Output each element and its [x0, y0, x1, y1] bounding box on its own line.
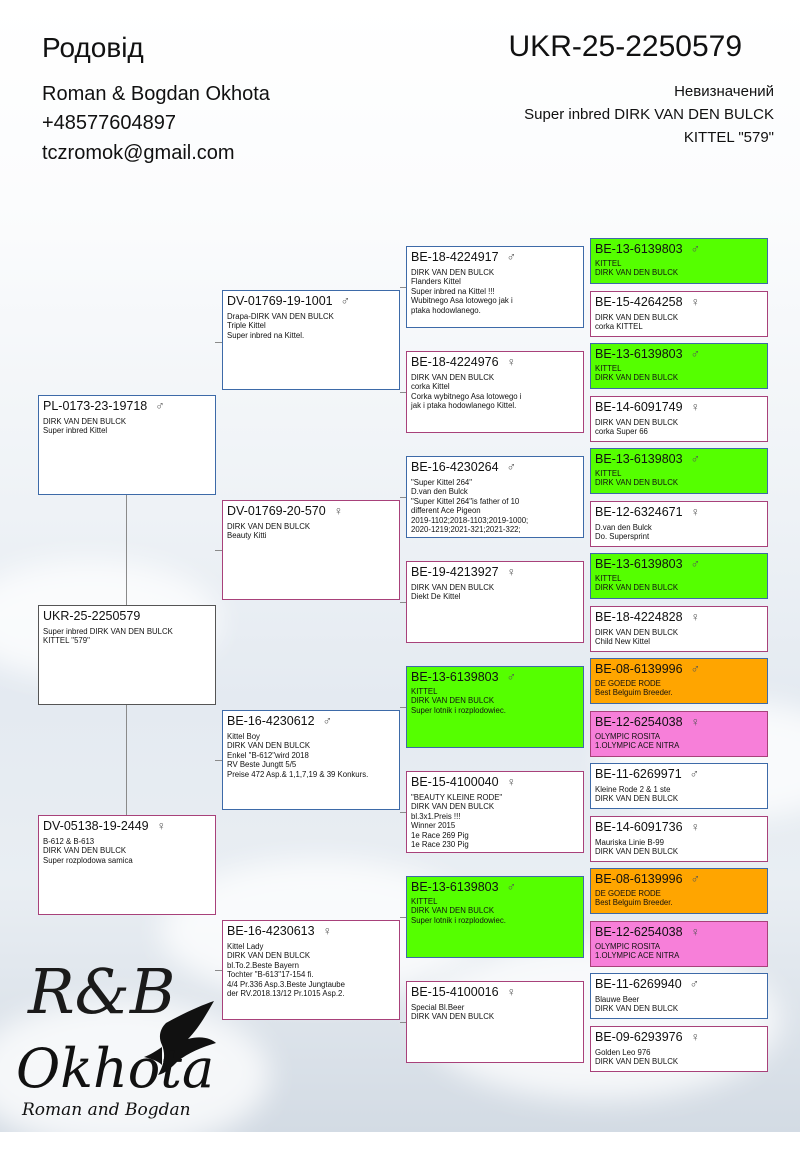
pedigree-box-dam[interactable]: [38, 815, 216, 915]
ring-number: BE-13-6139803: [595, 347, 683, 361]
pigeon-notes: KITTEL DIRK VAN DEN BULCK: [595, 364, 679, 383]
ring-number: BE-15-4100016: [411, 985, 499, 999]
connector-line: [126, 495, 127, 605]
pedigree-box-sire[interactable]: [38, 395, 216, 495]
pedigree-box-g4[interactable]: [590, 291, 768, 337]
page-title: Родовід: [42, 32, 144, 63]
pigeon-notes: DIRK VAN DEN BULCK Super inbred Kittel: [43, 417, 127, 436]
pedigree-box-g3[interactable]: [406, 561, 584, 643]
ring-number: PL-0173-23-19718: [43, 399, 148, 413]
pedigree-box-g3[interactable]: [406, 666, 584, 748]
logo-tagline: Roman and Bogdan: [22, 1100, 191, 1120]
owner-phone: +48577604897: [42, 112, 177, 134]
pigeon-name: KITTEL "579": [683, 129, 774, 146]
ring-number: BE-15-4100040: [411, 775, 499, 789]
pigeon-notes: DIRK VAN DEN BULCK Flanders Kittel Super inbred na Kittel !!! Wubitnego Asa lotowego jak i ptaka hodowlanego.: [411, 268, 513, 315]
ring-number: UKR-25-2250579: [43, 609, 141, 623]
pedigree-box-g4[interactable]: [590, 238, 768, 284]
pedigree-box-g4[interactable]: [590, 396, 768, 442]
pedigree-box-g4[interactable]: [590, 921, 768, 967]
brand-logo: [16, 935, 236, 1125]
pedigree-box-g4[interactable]: [590, 448, 768, 494]
pigeon-notes: "Super Kittel 264" D.van den Bulck "Super Kittel 264"is father of 10 different Ace Pigeon 2019-1102;2018-1103;2019-1000; 2020-1219;2021-321;2021-322;: [411, 478, 529, 535]
female-icon: ♀: [690, 925, 700, 939]
pedigree-box-g3[interactable]: [406, 771, 584, 853]
ring-number: DV-01769-19-1001: [227, 294, 333, 308]
pedigree-box-g4[interactable]: [590, 816, 768, 862]
ring-number: BE-18-4224828: [595, 610, 683, 624]
pedigree-box-g2[interactable]: [222, 290, 400, 390]
pedigree-box-g3[interactable]: [406, 876, 584, 958]
female-icon: ♀: [690, 715, 700, 729]
pigeon-notes: KITTEL DIRK VAN DEN BULCK Super lotnik i rozplodowiec.: [411, 897, 506, 925]
female-icon: ♀: [690, 1030, 700, 1044]
pedigree-box-subject[interactable]: [38, 605, 216, 705]
pigeon-notes: Kittel Lady DIRK VAN DEN BULCK bl.To.2.Beste Bayern Tochter "B-613"17-154 fi. 4/4 Pr.336 Asp.3.Beste Jungtaube der RV.2018.13/12 Pr.1015 Asp.2.: [227, 942, 345, 999]
pedigree-box-g4[interactable]: [590, 868, 768, 914]
ring-number: BE-13-6139803: [411, 880, 499, 894]
ring-number: BE-19-4213927: [411, 565, 499, 579]
pigeon-notes: KITTEL DIRK VAN DEN BULCK: [595, 259, 679, 278]
pigeon-notes: Blauwe Beer DIRK VAN DEN BULCK: [595, 995, 679, 1014]
male-icon: ♂: [506, 250, 516, 264]
ring-number: BE-12-6254038: [595, 715, 683, 729]
connector-line: [126, 705, 127, 815]
female-icon: ♀: [322, 924, 332, 938]
female-icon: ♀: [690, 295, 700, 309]
male-icon: ♂: [690, 452, 700, 466]
pedigree-box-g3[interactable]: [406, 246, 584, 328]
ring-number: BE-12-6254038: [595, 925, 683, 939]
male-icon: ♂: [690, 557, 700, 571]
pigeon-notes: DE GOEDE RODE Best Belguim Breeder.: [595, 679, 673, 698]
pigeon-notes: OLYMPIC ROSITA 1.OLYMPIC ACE NITRA: [595, 732, 680, 751]
pigeon-notes: DIRK VAN DEN BULCK corka Super 66: [595, 418, 679, 437]
pigeon-notes: DIRK VAN DEN BULCK corka Kittel Corka wybitnego Asa lotowego i jak i ptaka hodowlanego Kittel.: [411, 373, 522, 411]
ring-number: BE-15-4264258: [595, 295, 683, 309]
pedigree-box-g4[interactable]: [590, 973, 768, 1019]
pedigree-box-g4[interactable]: [590, 1026, 768, 1072]
logo-monogram: R&B: [28, 955, 176, 1028]
pedigree-box-g2[interactable]: [222, 500, 400, 600]
male-icon: ♂: [340, 294, 351, 308]
pedigree-box-g4[interactable]: [590, 763, 768, 809]
pedigree-box-g4[interactable]: [590, 553, 768, 599]
logo-name: Okhota: [16, 1037, 215, 1100]
female-icon: ♀: [690, 610, 700, 624]
ring-number: BE-13-6139803: [595, 242, 683, 256]
ring-number: BE-13-6139803: [411, 670, 499, 684]
ring-number: BE-08-6139996: [595, 872, 683, 886]
ring-number: BE-08-6139996: [595, 662, 683, 676]
female-icon: ♀: [690, 505, 700, 519]
ring-number: BE-11-6269971: [595, 767, 682, 781]
pigeon-notes: DIRK VAN DEN BULCK corka KITTEL: [595, 313, 679, 332]
pigeon-notes: DE GOEDE RODE Best Belguim Breeder.: [595, 889, 673, 908]
male-icon: ♂: [322, 714, 332, 728]
pigeon-notes: DIRK VAN DEN BULCK Diekt De Kittel: [411, 583, 495, 602]
female-icon: ♀: [506, 985, 516, 999]
ring-number: BE-18-4224917: [411, 250, 499, 264]
pigeon-notes: Drapa-DIRK VAN DEN BULCK Triple Kittel Super inbred na Kittel.: [227, 312, 334, 340]
female-icon: ♀: [690, 820, 700, 834]
pedigree-box-g4[interactable]: [590, 501, 768, 547]
male-icon: ♂: [690, 662, 700, 676]
pedigree-box-g4[interactable]: [590, 343, 768, 389]
male-icon: ♂: [506, 670, 516, 684]
ring-number: DV-05138-19-2449: [43, 819, 149, 833]
male-icon: ♂: [506, 460, 516, 474]
ring-number: BE-14-6091736: [595, 820, 683, 834]
ring-number: DV-01769-20-570: [227, 504, 326, 518]
female-icon: ♀: [506, 565, 516, 579]
ring-number: BE-13-6139803: [595, 452, 683, 466]
female-icon: ♀: [690, 400, 700, 414]
ring-number: BE-14-6091749: [595, 400, 683, 414]
female-icon: ♀: [506, 355, 516, 369]
owner-name: Roman & Bogdan Okhota: [42, 83, 270, 105]
female-icon: ♀: [506, 775, 516, 789]
pedigree-box-g3[interactable]: [406, 981, 584, 1063]
pigeon-notes: Golden Leo 976 DIRK VAN DEN BULCK: [595, 1048, 679, 1067]
ring-number: BE-16-4230264: [411, 460, 499, 474]
pigeon-description: Super inbred DIRK VAN DEN BULCK: [524, 106, 774, 123]
pedigree-box-g4[interactable]: [590, 606, 768, 652]
pigeon-notes: KITTEL DIRK VAN DEN BULCK: [595, 574, 679, 593]
ring-number: BE-18-4224976: [411, 355, 499, 369]
pigeon-notes: Special Bl.Beer DIRK VAN DEN BULCK: [411, 1003, 495, 1022]
ring-number: BE-12-6324671: [595, 505, 683, 519]
pigeon-notes: KITTEL DIRK VAN DEN BULCK: [595, 469, 679, 488]
ring-number: BE-13-6139803: [595, 557, 683, 571]
male-icon: ♂: [690, 242, 700, 256]
pedigree-box-g4[interactable]: [590, 711, 768, 757]
pedigree-box-g4[interactable]: [590, 658, 768, 704]
owner-email: tczromok@gmail.com: [42, 142, 235, 164]
male-icon: ♂: [506, 880, 516, 894]
ring-number: BE-09-6293976: [595, 1030, 683, 1044]
pigeon-notes: Mauriska Linie B-99 DIRK VAN DEN BULCK: [595, 838, 679, 857]
pigeon-notes: Super inbred DIRK VAN DEN BULCK KITTEL "579": [43, 627, 173, 646]
pigeon-notes: Kittel Boy DIRK VAN DEN BULCK Enkel "B-612"wird 2018 RV Beste Jungtt 5/5 Preise 472 Asp.& 1,1,7,19 & 39 Konkurs.: [227, 732, 369, 779]
female-icon: ♀: [156, 819, 167, 833]
male-icon: ♂: [689, 977, 700, 991]
pedigree-box-g3[interactable]: [406, 351, 584, 433]
pigeon-notes: OLYMPIC ROSITA 1.OLYMPIC ACE NITRA: [595, 942, 680, 961]
female-icon: ♀: [333, 504, 344, 518]
male-icon: ♂: [155, 399, 165, 413]
pedigree-box-g2[interactable]: [222, 710, 400, 810]
male-icon: ♂: [690, 347, 700, 361]
pigeon-notes: DIRK VAN DEN BULCK Child New Kittel: [595, 628, 679, 647]
ring-number: BE-11-6269940: [595, 977, 682, 991]
pigeon-notes: D.van den Bulck Do. Supersprint: [595, 523, 652, 542]
pigeon-notes: KITTEL DIRK VAN DEN BULCK Super lotnik i rozplodowiec.: [411, 687, 506, 715]
pigeon-notes: "BEAUTY KLEINE RODE" DIRK VAN DEN BULCK bl.3x1.Preis !!! Winner 2015 1e Race 269 Pig 1e Race 230 Pig: [411, 793, 503, 850]
ring-number: BE-16-4230613: [227, 924, 315, 938]
pedigree-box-g3[interactable]: [406, 456, 584, 538]
pigeon-ring-number: UKR-25-2250579: [508, 30, 742, 63]
pedigree-box-g2[interactable]: [222, 920, 400, 1020]
pigeon-notes: B-612 & B-613 DIRK VAN DEN BULCK Super rozplodowa samica: [43, 837, 133, 865]
pigeon-notes: Kleine Rode 2 & 1 ste DIRK VAN DEN BULCK: [595, 785, 679, 804]
ring-number: BE-16-4230612: [227, 714, 315, 728]
pigeon-notes: DIRK VAN DEN BULCK Beauty Kitti: [227, 522, 311, 541]
pigeon-sex: Невизначений: [674, 83, 774, 100]
male-icon: ♂: [690, 872, 700, 886]
male-icon: ♂: [689, 767, 700, 781]
